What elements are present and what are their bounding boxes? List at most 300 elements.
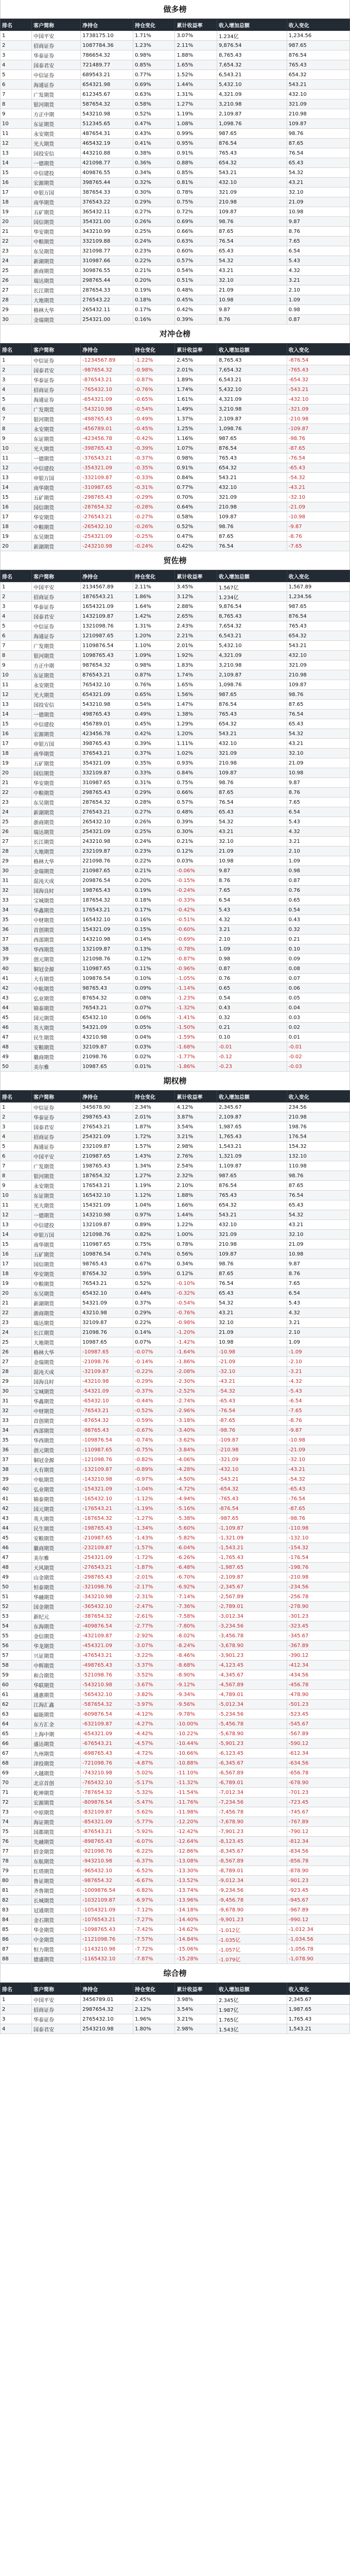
table-cell: -3,678.90 bbox=[217, 1641, 287, 1651]
table-cell: 8.76 bbox=[217, 876, 287, 886]
table-cell: 35 bbox=[1, 1435, 32, 1445]
table-row bbox=[1, 1709, 350, 1719]
ranking-table bbox=[0, 570, 350, 1072]
table-cell: -0.37% bbox=[133, 1386, 175, 1396]
table-cell: -1.20% bbox=[175, 1328, 217, 1337]
table-cell: 165432.10 bbox=[81, 915, 133, 925]
table-cell: 华泰证券 bbox=[32, 602, 81, 612]
table-cell: 41 bbox=[1, 974, 32, 984]
table-cell: -0.52% bbox=[133, 1406, 175, 1416]
table-row bbox=[1, 1337, 350, 1347]
table-cell: -7,456.78 bbox=[217, 1807, 287, 1817]
table-cell: 14 bbox=[1, 158, 32, 168]
table-cell: 7.65 bbox=[217, 886, 287, 895]
table-cell: 543.21 bbox=[217, 729, 287, 739]
table-cell: -965432.10 bbox=[81, 1866, 133, 1876]
table-cell: -13.96% bbox=[175, 1895, 217, 1905]
table-cell: 华龙期货 bbox=[32, 1641, 81, 1651]
table-cell: 2.65% bbox=[175, 612, 217, 621]
table-cell: 银河期货 bbox=[32, 651, 81, 660]
table-cell: -4,345.67 bbox=[217, 1670, 287, 1680]
table-cell: 54.32 bbox=[287, 1210, 349, 1220]
table-cell: 东证期货 bbox=[32, 1191, 81, 1200]
table-cell: 0.34% bbox=[133, 168, 175, 178]
table-cell: 混沌天成 bbox=[32, 1367, 81, 1377]
table-cell: 1.567亿 bbox=[217, 582, 287, 592]
table-cell: -13.08% bbox=[175, 1856, 217, 1866]
table-cell: 首创期货 bbox=[32, 925, 81, 935]
table-cell: 广发期货 bbox=[32, 641, 81, 651]
table-cell: 3.21 bbox=[287, 276, 349, 285]
table-cell: -5.82% bbox=[175, 1533, 217, 1543]
table-cell: 1098765.43 bbox=[81, 651, 133, 660]
table-cell: 5 bbox=[1, 70, 32, 80]
table-cell: 45 bbox=[1, 1013, 32, 1023]
table-cell: 2.11% bbox=[175, 41, 217, 50]
table-cell: -3,901.23 bbox=[217, 1651, 287, 1660]
table-cell: -278.90 bbox=[287, 1602, 349, 1612]
table-cell: -478.90 bbox=[287, 1690, 349, 1700]
table-cell: 10 bbox=[1, 1191, 32, 1200]
table-cell: 申银万国 bbox=[32, 188, 81, 197]
table-cell: 徽商期货 bbox=[32, 1052, 81, 1062]
table-cell: 41 bbox=[1, 1494, 32, 1504]
table-cell: 浙商期货 bbox=[32, 817, 81, 827]
table-cell: 109.87 bbox=[287, 119, 349, 129]
column-header: 累计收益率 bbox=[175, 1091, 217, 1103]
table-cell: -1,056.78 bbox=[287, 1944, 349, 1954]
table-cell: 79 bbox=[1, 1866, 32, 1876]
table-cell: -11.54% bbox=[175, 1788, 217, 1798]
table-cell: 0.52% bbox=[175, 522, 217, 532]
table-row bbox=[1, 197, 350, 207]
table-cell: 华西期货 bbox=[32, 1435, 81, 1445]
table-cell: 5.43 bbox=[217, 905, 287, 915]
table-cell: 15 bbox=[1, 168, 32, 178]
table-cell: -2.77% bbox=[133, 1621, 175, 1631]
table-cell: 中信建投 bbox=[32, 168, 81, 178]
table-cell: 121098.76 bbox=[81, 1230, 133, 1240]
table-cell: 44 bbox=[1, 1523, 32, 1533]
table-cell: 7,654.32 bbox=[217, 621, 287, 631]
table-cell: 3.98% bbox=[175, 1995, 217, 2005]
table-header-row bbox=[1, 1983, 350, 1995]
table-cell: -0.98% bbox=[133, 365, 175, 375]
table-cell: -10.44% bbox=[175, 1739, 217, 1749]
table-cell: 一德期货 bbox=[32, 709, 81, 719]
column-header: 净持仓 bbox=[81, 19, 133, 31]
table-cell: 65.43 bbox=[287, 158, 349, 168]
table-cell: 87.65 bbox=[287, 1181, 349, 1191]
table-cell: -0.87% bbox=[175, 954, 217, 964]
table-cell: 43.21 bbox=[287, 178, 349, 188]
column-header: 累计收益率 bbox=[175, 19, 217, 31]
table-cell: 3.87% bbox=[175, 1112, 217, 1122]
table-cell: -6.67% bbox=[133, 1876, 175, 1886]
table-cell: 876543.21 bbox=[81, 670, 133, 680]
table-cell: -612.34 bbox=[287, 1749, 349, 1758]
table-cell: 3.21% bbox=[175, 1132, 217, 1142]
table-cell: 21 bbox=[1, 778, 32, 788]
table-row bbox=[1, 1220, 350, 1230]
table-row bbox=[1, 139, 350, 148]
table-cell: 10 bbox=[1, 444, 32, 453]
table-cell: 0.37% bbox=[133, 1298, 175, 1308]
table-cell: 0.22% bbox=[133, 256, 175, 266]
table-cell: 54 bbox=[1, 1621, 32, 1631]
table-cell: 铜冠金源 bbox=[32, 1455, 81, 1465]
table-cell: 南华期货 bbox=[32, 749, 81, 758]
table-cell: 143210.98 bbox=[81, 1210, 133, 1220]
table-cell: 宏源期货 bbox=[32, 1798, 81, 1807]
table-cell: 0.07% bbox=[133, 1003, 175, 1013]
table-cell: 五矿期货 bbox=[32, 493, 81, 502]
table-cell: -0.60% bbox=[175, 925, 217, 935]
table-cell: -787654.32 bbox=[81, 1788, 133, 1798]
table-cell: 9 bbox=[1, 109, 32, 119]
table-cell: 87.65 bbox=[217, 788, 287, 798]
table-cell: -3.18% bbox=[175, 1416, 217, 1426]
table-cell: 0.34% bbox=[175, 1259, 217, 1269]
table-cell: 465432.19 bbox=[81, 139, 133, 148]
table-cell: -43210.98 bbox=[81, 1377, 133, 1386]
table-cell: 21098.76 bbox=[81, 1328, 133, 1337]
table-cell: 29 bbox=[1, 1377, 32, 1386]
table-cell: 6,543.21 bbox=[217, 70, 287, 80]
table-cell: 98765.43 bbox=[81, 984, 133, 993]
table-cell: -9,901.23 bbox=[217, 1915, 287, 1925]
table-cell: -12.42% bbox=[175, 1827, 217, 1837]
table-row bbox=[1, 217, 350, 227]
table-cell: 招商证券 bbox=[32, 385, 81, 395]
table-cell: 南华期货 bbox=[32, 483, 81, 493]
table-row bbox=[1, 444, 350, 453]
table-cell: 33 bbox=[1, 1416, 32, 1426]
table-cell: 287654.32 bbox=[81, 798, 133, 807]
table-cell: -21.09 bbox=[287, 1445, 349, 1455]
table-cell: 招金期货 bbox=[32, 1846, 81, 1856]
table-row bbox=[1, 1563, 350, 1572]
table-cell: 65.43 bbox=[217, 807, 287, 817]
table-cell: 54321.09 bbox=[81, 1023, 133, 1032]
table-cell: 0.45% bbox=[175, 295, 217, 305]
table-cell: 2987654.32 bbox=[81, 2005, 133, 2014]
table-cell: 332109.87 bbox=[81, 768, 133, 778]
table-cell: 3,210.98 bbox=[217, 404, 287, 414]
column-header: 客户简称 bbox=[32, 1091, 81, 1103]
table-cell: -5.16% bbox=[175, 1504, 217, 1514]
table-cell: 1,098.76 bbox=[217, 119, 287, 129]
table-row bbox=[1, 1132, 350, 1142]
table-cell: 1.00% bbox=[175, 1230, 217, 1240]
table-cell: -7.65 bbox=[287, 1406, 349, 1416]
table-cell: 987.65 bbox=[217, 129, 287, 139]
table-cell: 45 bbox=[1, 1533, 32, 1543]
table-cell: 6.54 bbox=[217, 895, 287, 905]
table-cell: 8.76 bbox=[287, 1269, 349, 1279]
table-cell: 12 bbox=[1, 690, 32, 700]
table-cell: 1 bbox=[1, 1103, 32, 1112]
table-cell: -743210.98 bbox=[81, 1768, 133, 1778]
table-row bbox=[1, 1680, 350, 1690]
table-cell: -1,765.43 bbox=[217, 1553, 287, 1563]
table-cell: 0.76% bbox=[133, 680, 175, 690]
table-cell: -32.10 bbox=[287, 493, 349, 502]
table-row bbox=[1, 660, 350, 670]
table-cell: -543210.98 bbox=[81, 404, 133, 414]
table-cell: 0.41% bbox=[133, 139, 175, 148]
table-cell: 广发期货 bbox=[32, 90, 81, 99]
table-cell: 321.09 bbox=[287, 660, 349, 670]
table-cell: -6.07% bbox=[133, 1837, 175, 1846]
table-cell: 国金期货 bbox=[32, 1602, 81, 1612]
table-cell: 276543.22 bbox=[81, 295, 133, 305]
table-cell: 0.10 bbox=[217, 1032, 287, 1042]
table-cell: 1432109.87 bbox=[81, 612, 133, 621]
table-row bbox=[1, 1612, 350, 1621]
table-row bbox=[1, 1768, 350, 1778]
table-cell: 198765.43 bbox=[81, 886, 133, 895]
table-row bbox=[1, 1788, 350, 1798]
table-cell: 0.59% bbox=[133, 1269, 175, 1279]
table-row bbox=[1, 1670, 350, 1680]
table-cell: -4.12% bbox=[133, 1709, 175, 1719]
table-cell: 1.22% bbox=[175, 1220, 217, 1230]
table-cell: 87 bbox=[1, 1944, 32, 1954]
table-cell: 招商证券 bbox=[32, 1132, 81, 1142]
table-cell: -0.32% bbox=[175, 1289, 217, 1298]
table-cell: 华泰证券 bbox=[32, 2014, 81, 2024]
table-row bbox=[1, 1494, 350, 1504]
table-cell: 大地期货 bbox=[32, 295, 81, 305]
table-cell: 2543210.98 bbox=[81, 2024, 133, 2034]
table-cell: -310987.65 bbox=[81, 483, 133, 493]
table-cell: 83 bbox=[1, 1905, 32, 1915]
table-cell: 申银万国 bbox=[32, 1230, 81, 1240]
table-cell: -109.87 bbox=[287, 424, 349, 434]
table-cell: 321.09 bbox=[217, 188, 287, 197]
table-cell: 8.76 bbox=[217, 315, 287, 325]
table-cell: -1.14% bbox=[175, 984, 217, 993]
table-cell: 0.72% bbox=[175, 207, 217, 217]
table-cell: -0.96% bbox=[175, 964, 217, 974]
table-row bbox=[1, 1484, 350, 1494]
table-cell: -21.09 bbox=[217, 1357, 287, 1367]
table-cell: 32 bbox=[1, 1406, 32, 1416]
table-row bbox=[1, 817, 350, 827]
table-cell: -0.02 bbox=[287, 1052, 349, 1062]
table-cell: 765.43 bbox=[287, 60, 349, 70]
table-cell: -1.59% bbox=[175, 1032, 217, 1042]
table-cell: -1.86% bbox=[175, 1357, 217, 1367]
table-cell: 西部期货 bbox=[32, 935, 81, 944]
table-cell: 2.10 bbox=[287, 1328, 349, 1337]
table-cell: 中财期货 bbox=[32, 1406, 81, 1416]
table-cell: -4.28% bbox=[175, 1465, 217, 1475]
table-cell: 543.21 bbox=[287, 80, 349, 90]
table-row bbox=[1, 700, 350, 709]
table-cell: -198.76 bbox=[287, 1563, 349, 1572]
table-cell: -65432.10 bbox=[81, 1396, 133, 1406]
table-cell: 东吴期货 bbox=[32, 532, 81, 541]
table-cell: -812.34 bbox=[287, 1837, 349, 1846]
table-row bbox=[1, 1279, 350, 1289]
table-row bbox=[1, 827, 350, 837]
table-cell: 4 bbox=[1, 1132, 32, 1142]
table-cell: -1.19% bbox=[133, 1504, 175, 1514]
table-cell: 87.65 bbox=[287, 139, 349, 148]
table-header-row bbox=[1, 19, 350, 31]
table-cell: 987.65 bbox=[217, 434, 287, 444]
table-cell: -943210.98 bbox=[81, 1856, 133, 1866]
table-cell: 110.98 bbox=[287, 1161, 349, 1171]
table-cell: 7.65 bbox=[287, 236, 349, 246]
table-row bbox=[1, 109, 350, 119]
table-row bbox=[1, 178, 350, 188]
table-cell: 0.08% bbox=[133, 993, 175, 1003]
table-row bbox=[1, 1455, 350, 1465]
table-cell: -65.43 bbox=[287, 463, 349, 473]
table-cell: 376543.22 bbox=[81, 197, 133, 207]
table-cell: -698765.43 bbox=[81, 1749, 133, 1758]
table-cell: 2 bbox=[1, 592, 32, 602]
table-cell: 8.76 bbox=[287, 227, 349, 236]
table-row bbox=[1, 1553, 350, 1563]
table-cell: 75 bbox=[1, 1827, 32, 1837]
table-cell: 232109.87 bbox=[81, 1142, 133, 1151]
table-cell: 0.06 bbox=[287, 984, 349, 993]
table-cell: -176543.21 bbox=[81, 1504, 133, 1514]
table-cell: 187654.32 bbox=[81, 1171, 133, 1181]
section-title: 综合榜 bbox=[0, 1964, 350, 1982]
table-cell: -210.98 bbox=[287, 414, 349, 424]
table-cell: 61 bbox=[1, 1690, 32, 1700]
table-cell: 76.54 bbox=[287, 148, 349, 158]
table-cell: -1121098.76 bbox=[81, 1935, 133, 1944]
table-cell: 五矿期货 bbox=[32, 207, 81, 217]
table-row bbox=[1, 621, 350, 631]
column-header: 收入变化 bbox=[287, 570, 349, 582]
table-cell: 65.43 bbox=[217, 246, 287, 256]
table-cell: -13.52% bbox=[175, 1876, 217, 1886]
table-cell: 1 bbox=[1, 1995, 32, 2005]
table-cell: -321.09 bbox=[217, 1455, 287, 1465]
table-cell: 9.87 bbox=[217, 866, 287, 876]
table-cell: 9 bbox=[1, 1181, 32, 1191]
table-row bbox=[1, 1240, 350, 1249]
table-cell: 10.98 bbox=[287, 1249, 349, 1259]
table-cell: 0.93% bbox=[175, 758, 217, 768]
table-cell: -8.02% bbox=[175, 1631, 217, 1641]
table-cell: 7.65 bbox=[287, 798, 349, 807]
table-row bbox=[1, 541, 350, 551]
table-cell: 3.12% bbox=[175, 592, 217, 602]
table-cell: 2 bbox=[1, 1112, 32, 1122]
table-cell: -1.04% bbox=[133, 1484, 175, 1494]
table-cell: 0.91% bbox=[175, 148, 217, 158]
table-cell: -0.54% bbox=[175, 1298, 217, 1308]
table-cell: 63 bbox=[1, 1709, 32, 1719]
table-cell: -5,901.23 bbox=[217, 1739, 287, 1749]
table-cell: 中粮期货 bbox=[32, 236, 81, 246]
table-cell: 0.29% bbox=[133, 788, 175, 798]
table-cell: 1.19% bbox=[133, 1181, 175, 1191]
table-cell: 中粮期货 bbox=[32, 1279, 81, 1289]
table-cell: 华鑫期货 bbox=[32, 905, 81, 915]
table-cell: 7,654.32 bbox=[217, 60, 287, 70]
table-cell: 51 bbox=[1, 1592, 32, 1602]
table-cell: -7,234.56 bbox=[217, 1798, 287, 1807]
table-cell: 10987.65 bbox=[81, 1337, 133, 1347]
table-cell: 0.77% bbox=[133, 70, 175, 80]
column-header: 收入变化 bbox=[287, 1983, 349, 1995]
table-cell: -0.06% bbox=[175, 866, 217, 876]
table-cell: 0.01% bbox=[133, 1062, 175, 1072]
table-cell: -0.39% bbox=[133, 444, 175, 453]
table-row bbox=[1, 729, 350, 739]
table-cell: 398765.44 bbox=[81, 178, 133, 188]
table-cell: 0.04% bbox=[133, 1032, 175, 1042]
table-cell: 光大期货 bbox=[32, 690, 81, 700]
table-cell: 弘业期货 bbox=[32, 1484, 81, 1494]
table-cell: 0.75% bbox=[175, 197, 217, 207]
table-cell: 方正中期 bbox=[32, 660, 81, 670]
table-cell: 光大期货 bbox=[32, 1200, 81, 1210]
table-cell: 银河期货 bbox=[32, 99, 81, 109]
table-cell: 1210987.65 bbox=[81, 631, 133, 641]
table-cell: 1.31% bbox=[175, 90, 217, 99]
table-cell: 132.10 bbox=[287, 1151, 349, 1161]
table-cell: 0.66% bbox=[175, 788, 217, 798]
table-cell: 54.32 bbox=[217, 817, 287, 827]
table-cell: 65.43 bbox=[217, 1289, 287, 1298]
table-cell: 54.32 bbox=[217, 256, 287, 266]
table-cell: 0.78% bbox=[175, 188, 217, 197]
table-cell: 7 bbox=[1, 641, 32, 651]
table-row bbox=[1, 1915, 350, 1925]
table-row bbox=[1, 690, 350, 700]
table-cell: 海通证券 bbox=[32, 395, 81, 404]
table-cell: 0.22% bbox=[133, 1318, 175, 1328]
table-cell: -8.76 bbox=[287, 1416, 349, 1426]
table-cell: 110987.65 bbox=[81, 1240, 133, 1249]
table-cell: 18 bbox=[1, 522, 32, 532]
table-cell: 1.19% bbox=[175, 109, 217, 119]
table-header-row bbox=[1, 1091, 350, 1103]
table-cell: 0.64% bbox=[175, 502, 217, 512]
table-cell: -1,034.56 bbox=[287, 1935, 349, 1944]
table-cell: -745.67 bbox=[287, 1807, 349, 1817]
column-header: 收入增加总额 bbox=[217, 1983, 287, 1995]
table-cell: -632109.87 bbox=[81, 1719, 133, 1729]
table-cell: -1.77% bbox=[175, 1052, 217, 1062]
table-cell: 大地期货 bbox=[32, 1337, 81, 1347]
table-cell: -0.97% bbox=[133, 1475, 175, 1484]
table-cell: -1,078.90 bbox=[287, 1954, 349, 1964]
table-cell: -10.22% bbox=[175, 1729, 217, 1739]
table-cell: -498765.43 bbox=[81, 414, 133, 424]
table-cell: -901.23 bbox=[287, 1876, 349, 1886]
table-cell: -87.65 bbox=[217, 1416, 287, 1426]
table-cell: 1.44% bbox=[175, 80, 217, 90]
table-cell: 0.24% bbox=[133, 837, 175, 846]
table-cell: 1.88% bbox=[175, 1191, 217, 1200]
table-cell: 37 bbox=[1, 1455, 32, 1465]
table-cell: -54321.09 bbox=[81, 1386, 133, 1396]
table-cell: -1.23% bbox=[175, 993, 217, 1003]
table-row bbox=[1, 1621, 350, 1631]
table-cell: 210.98 bbox=[217, 502, 287, 512]
